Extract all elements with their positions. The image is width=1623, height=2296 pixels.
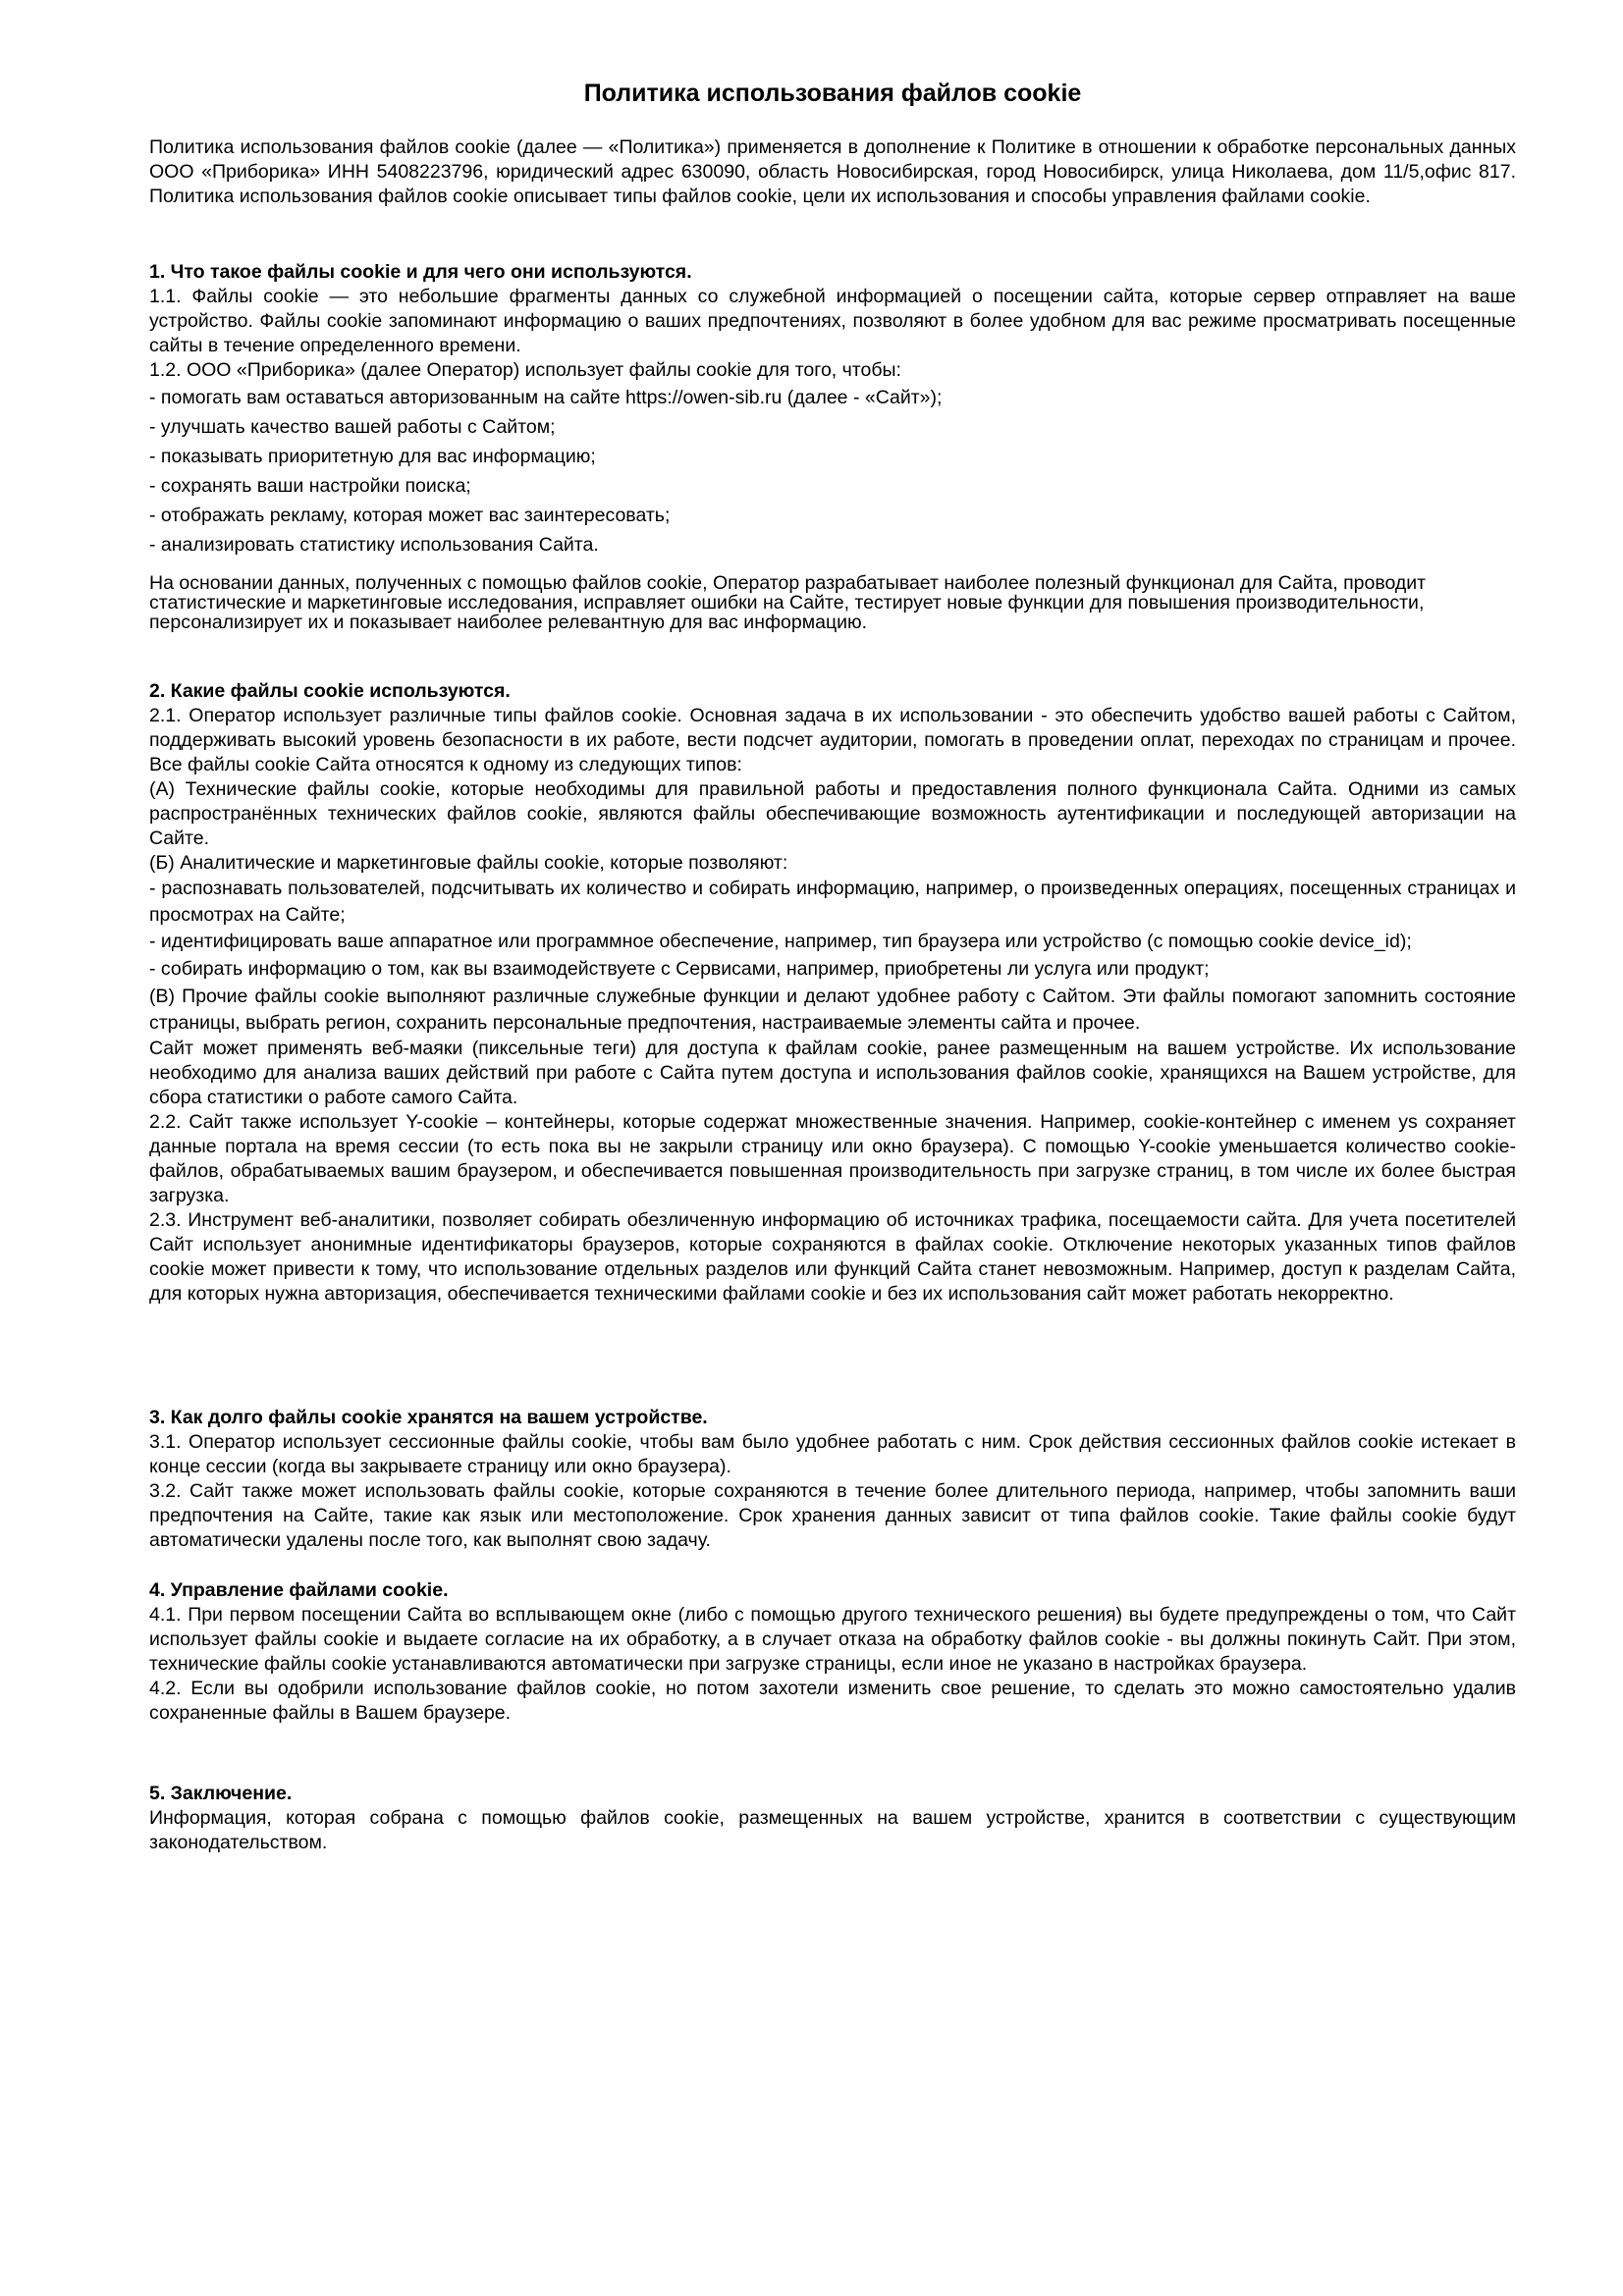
document-title: Политика использования файлов cookie bbox=[583, 80, 1082, 107]
list-item: - анализировать статистику использования Сайта. bbox=[149, 534, 599, 556]
paragraph-1-1: 1.1. Файлы cookie — это небольшие фрагменты данных со служебной информацией о посещении сайта, которые сервер отправляет на ваше устройство. Файлы cookie запоминают информацию о ваших предпочтениях, позволяют в более удобном для вас режиме просматривать посещенные сайты в течение определенного времени. bbox=[149, 286, 1516, 356]
list-item: - помогать вам оставаться авторизованным на сайте https://owen-sib.ru (далее - «Сайт»); bbox=[149, 387, 943, 408]
paragraph-2-2: 2.2. Сайт также использует Y-cookie – контейнеры, которые содержат множественные значения. Например, cookie-контейнер с именем ys сохраняет данные портала на время сессии (то есть пока вы не закрыли страницу или окно браузера). С помощью Y-cookie уменьшается количество cookie-файлов, обрабатываемых вашим браузером, и обеспечивается повышенная производительность при загрузке страниц, в том числе их более быстрая загрузка. bbox=[149, 1111, 1516, 1206]
intro-section bbox=[149, 135, 1516, 209]
paragraph-3-1: 3.1. Оператор использует сессионные файлы cookie, чтобы вам было удобнее работать с ним. Срок действия сессионных файлов cookie истекает в конце сессии (когда вы закрываете страницу или окно браузера). bbox=[149, 1431, 1516, 1477]
section-1-summary: На основании данных, полученных с помощью файлов cookie, Оператор разрабатывает наиболее полезный функционал для Сайта, проводит статистические и маркетинговые исследования, исправляет ошибки на Сайте, тестирует новые функции для повышения производительности, персонализирует их и показывает наиболее релевантную для вас информацию. bbox=[149, 572, 1427, 633]
paragraph-3-2: 3.2. Сайт также может использовать файлы cookie, которые сохраняются в течение более длительного периода, например, чтобы запомнить ваши предпочтения на Сайте, такие как язык или местоположение. Срок хранения данных зависит от типа файлов cookie. Такие файлы cookie будут автоматически удалены после того, как выполнят свою задачу. bbox=[149, 1480, 1516, 1551]
list-item: - идентифицировать ваше аппаратное или программное обеспечение, например, тип браузера или устройство (с помощью cookie device_id); bbox=[149, 931, 1412, 952]
list-item: - собирать информацию о том, как вы взаимодействуете с Сервисами, например, приобретены ли услуга или продукт; bbox=[149, 958, 1210, 980]
list-item: - отображать рекламу, которая может вас заинтересовать; bbox=[149, 505, 671, 526]
section-2 bbox=[149, 679, 1516, 1307]
paragraph-4-2: 4.2. Если вы одобрили использование файлов cookie, но потом захотели изменить свое решение, то сделать это можно самостоятельно удалив сохраненные файлы в Вашем браузере. bbox=[149, 1678, 1516, 1724]
section-1-heading: 1. Что такое файлы cookie и для чего они используются. bbox=[149, 261, 692, 283]
cookie-type-b: (Б) Аналитические и маркетинговые файлы cookie, которые позволяют: bbox=[149, 852, 788, 874]
web-beacons-paragraph: Сайт может применять веб-маяки (пиксельные теги) для доступа к файлам cookie, ранее размещенным на вашем устройстве. Их использование необходимо для анализа ваших действий при работе с Сайта путем доступа и использования файлов cookie, хранящихся на Вашем устройстве, для сбора статистики о работе самого Сайта. bbox=[149, 1038, 1516, 1108]
cookie-type-v: (В) Прочие файлы cookie выполняют различные служебные функции и делают удобнее работу с Сайтом. Эти файлы помогают запомнить состояние страницы, выбрать регион, сохранить персональные предпочтения, настраиваемые элементы сайта и прочее. bbox=[149, 986, 1516, 1034]
intro-paragraph: Политика использования файлов cookie (далее — «Политика») применяется в дополнение к Политике в отношении к обработке персональных данных ООО «Приборика» ИНН 5408223796, юридический адрес 630090, область Новосибирская, город Новосибирск, улица Николаева, дом 11/5,офис 817. Политика использования файлов cookie описывает типы файлов cookie, цели их использования и способы управления файлами cookie. bbox=[149, 136, 1516, 207]
paragraph-4-1: 4.1. При первом посещении Сайта во всплывающем окне (либо с помощью другого технического решения) вы будете предупреждены о том, что Сайт использует файлы cookie и выдаете согласие на их обработку, а в случает отказа на обработку файлов cookie - вы должны покинуть Сайт. При этом, технические файлы cookie устанавливаются автоматически при загрузке страницы, если иное не указано в настройках браузера. bbox=[149, 1604, 1516, 1675]
paragraph-2-3: 2.3. Инструмент веб-аналитики, позволяет собирать обезличенную информацию об источниках трафика, посещаемости сайта. Для учета посетителей Сайт использует анонимные идентификаторы браузеров, которые сохраняются в файлах cookie. Отключение некоторых указанных типов файлов cookie может привести к тому, что использование отдельных разделов или функций Сайта станет невозможным. Например, доступ к разделам Сайта, для которых нужна авторизация, обеспечивается техническими файлами cookie и без их использования сайт может работать некорректно. bbox=[149, 1209, 1516, 1305]
list-item: - сохранять ваши настройки поиска; bbox=[149, 475, 471, 497]
paragraph-1-2: 1.2. ООО «Приборика» (далее Оператор) использует файлы cookie для того, чтобы: bbox=[149, 359, 901, 381]
section-1 bbox=[149, 260, 1516, 632]
cookie-type-a: (А) Технические файлы cookie, которые необходимы для правильной работы и предоставления полного функционала Сайта. Одними из самых распространённых технических файлов cookie, являются файлы обеспечивающие возможность аутентификации и последующей авторизации на Сайте. bbox=[149, 778, 1516, 849]
section-4-heading: 4. Управление файлами cookie. bbox=[149, 1579, 449, 1601]
list-item: - показывать приоритетную для вас информацию; bbox=[149, 446, 596, 467]
section-3-heading: 3. Как долго файлы cookie хранятся на вашем устройстве. bbox=[149, 1407, 708, 1428]
section-3 bbox=[149, 1406, 1516, 1553]
section-2-heading: 2. Какие файлы cookie используются. bbox=[149, 680, 511, 702]
section-4 bbox=[149, 1578, 1516, 1726]
paragraph-5: Информация, которая собрана с помощью файлов cookie, размещенных на вашем устройстве, хранится в соответствии с существующим законодательством. bbox=[149, 1807, 1516, 1853]
paragraph-2-1: 2.1. Оператор использует различные типы файлов cookie. Основная задача в их использовании - это обеспечить удобство вашей работы с Сайтом, поддерживать высокий уровень безопасности в их работе, вести подсчет аудитории, помогать в проведении оплат, переходах по страницам и прочее. Все файлы cookie Сайта относятся к одному из следующих типов: bbox=[149, 705, 1516, 775]
list-item: - улучшать качество вашей работы с Сайтом; bbox=[149, 416, 556, 438]
section-5 bbox=[149, 1782, 1516, 1855]
list-item: - распознавать пользователей, подсчитывать их количество и собирать информацию, например, о произведенных операциях, посещенных страницах и просмотрах на Сайте; bbox=[149, 878, 1516, 926]
section-5-heading: 5. Заключение. bbox=[149, 1783, 293, 1804]
